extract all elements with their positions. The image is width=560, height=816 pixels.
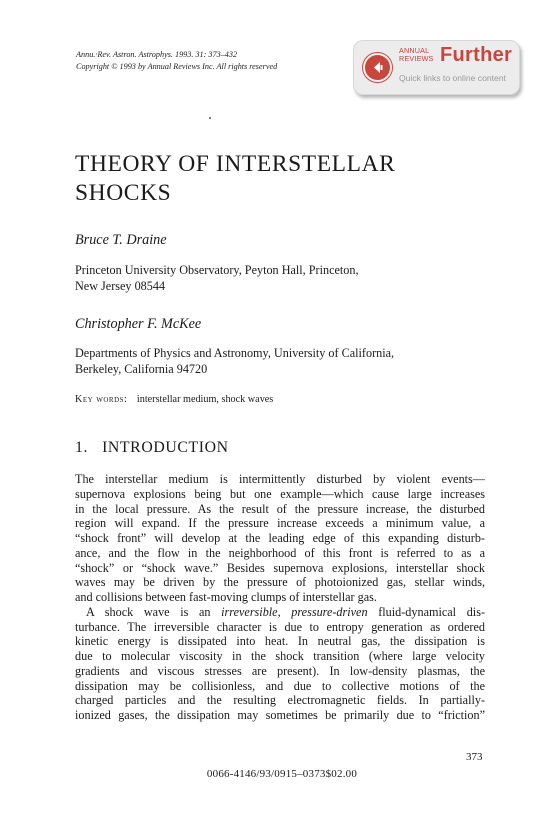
further-badge[interactable] (353, 40, 520, 95)
text-line: dissipation may be collisionless, and due to collective motions of the (75, 678, 485, 693)
affiliation-line: Departments of Physics and Astronomy, University of California, (75, 346, 395, 360)
text-line: “shock” or “shock wave.” Besides supernova explosions, interstellar shock (75, 560, 485, 575)
further-subtext: Quick links to online content (399, 73, 507, 83)
text-run: fluid-dynamical dis- (367, 604, 485, 619)
copyright-line: Copyright © 1993 by Annual Reviews Inc. All rights reserved (76, 62, 278, 71)
text-line: due to molecular viscosity in the shock transition (where large velocity (75, 649, 485, 663)
play-back-arrow-icon (363, 53, 392, 82)
text-run: , (277, 604, 292, 619)
affiliation-line: Princeton University Observatory, Peyton Hall, Princeton, (75, 263, 359, 277)
text-line: gradients and viscous stresses are present). In low-density plasmas, the (75, 663, 485, 678)
text-line: turbance. The irreversible character is due to entropy generation as ordered (75, 619, 485, 634)
page-number: 373 (466, 751, 483, 763)
author-name: Bruce T. Draine (75, 232, 167, 248)
text-line: supernova explosions being but one example—which cause large increases (75, 486, 485, 501)
text-run: A shock wave is an (86, 604, 222, 619)
affiliation-line: Berkeley, California 94720 (75, 362, 208, 376)
title-line: THEORY OF INTERSTELLAR (75, 151, 396, 177)
text-line: region will expand. If the pressure increase exceeds a minimum value, a (75, 516, 485, 531)
text-line: in the local pressure. As the result of the pressure increase, the disturbed (75, 501, 485, 516)
text-line: and collisions between fast-moving clumps of interstellar gas. (75, 590, 377, 604)
scan-speck (209, 117, 211, 119)
author-affiliation (75, 262, 359, 294)
further-label: Further (440, 44, 513, 66)
text-line: waves may be driven by the pressure of photoionized gas, stellar winds, (75, 575, 485, 590)
annual-label: ANNUAL (399, 46, 430, 55)
reviews-label: REVIEWS (399, 54, 434, 63)
emphasis-pressure-driven: pressure-driven (291, 604, 368, 619)
key-words-value: interstellar medium, shock waves (136, 394, 274, 405)
text-line: The interstellar medium is intermittently disturbed by violent events— (75, 472, 485, 486)
title-line: SHOCKS (75, 180, 172, 206)
citation-line: Annu.·Rev. Astron. Astrophys. 1993. 31: 373–432 (76, 50, 238, 59)
section-number: 1. (75, 439, 89, 456)
key-words-label: Key words: (75, 394, 128, 405)
key-words (75, 394, 273, 405)
emphasis-irreversible: irreversible (221, 604, 278, 619)
text-line: “shock front” will develop at the leading edge of this expanding disturb- (75, 531, 485, 545)
text-line: kinetic energy is dissipated into heat. In neutral gas, the dissipation is (75, 634, 485, 649)
affiliation-line: New Jersey 08544 (75, 279, 166, 293)
body-text (75, 472, 485, 723)
journal-citation (76, 49, 277, 73)
section-heading (75, 439, 229, 457)
footer-code: 0066-4146/93/0915–0373$02.00 (206, 768, 358, 780)
author-name: Christopher F. McKee (75, 316, 202, 332)
section-title: INTRODUCTION (102, 439, 229, 456)
paper-title (75, 150, 475, 208)
author-affiliation (75, 345, 394, 377)
text-line: ance, and the flow in the neighborhood of this front is referred to as a (75, 545, 485, 560)
annual-reviews-wordmark (399, 47, 434, 63)
text-line: ionized gases, the dissipation may sometimes be primarily due to “friction” (75, 708, 485, 722)
text-line: charged particles and the resulting electromagnetic fields. In partially- (75, 693, 485, 708)
text-line (75, 605, 485, 620)
